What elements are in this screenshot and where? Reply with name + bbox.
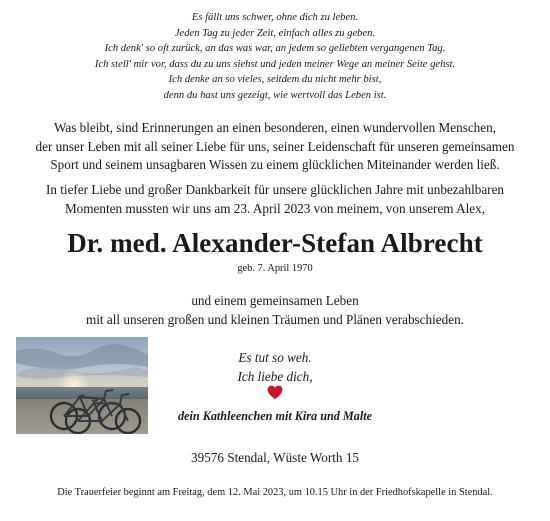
family-signature: dein Kathleenchen mit Kira und Malte	[177, 409, 372, 423]
announcement-line: Momenten mussten wir uns am 23. April 2023 von meinem, von unserem Alex,	[64, 200, 486, 216]
poem-line: Jeden Tag zu jeder Zeit, einfach alles zu geben.	[174, 27, 376, 39]
birth-date: geb. 7. April 1970	[237, 263, 313, 274]
bicycles-photo	[16, 337, 148, 434]
heart-icon	[150, 385, 400, 405]
announcement-paragraph	[0, 181, 550, 218]
poem-line: Ich denk' so oft zurück, an das was war, an jedem so geliebten vergangenen Tag.	[104, 43, 446, 55]
announcement-line: In tiefer Liebe und großer Dankbarkeit für unsere glücklichen Jahre mit unbezahlbaren	[45, 182, 505, 197]
signoff-text	[150, 349, 400, 386]
poem-line: Ich denke an so vieles, seitdem du nicht mehr bist,	[168, 74, 382, 86]
farewell-paragraph	[0, 292, 550, 329]
farewell-line: und einem gemeinsamen Leben	[191, 293, 359, 308]
poem	[0, 10, 550, 104]
poem-line: Ich stell' mir vor, dass du zu uns siehst und jeden meiner Wege an meiner Seite gehst.	[94, 58, 456, 70]
tribute-line: der unser Leben mit all seiner Liebe für uns, seiner Leidenschaft für unseren gemeinsamen	[35, 138, 515, 154]
signoff-line-2: Ich liebe dich,	[237, 368, 313, 384]
funeral-service-info: Die Trauerfeier beginnt am Freitag, dem 12. Mai 2023, um 10.15 Uhr in der Friedhofskapelle in Stendal.	[57, 487, 493, 498]
poem-line: Es fällt uns schwer, ohne dich zu leben.	[191, 12, 359, 23]
tribute-line: Sport und seinem unsagbaren Wissen zu einem glücklichen Miteinander werden ließ.	[50, 157, 500, 173]
signoff-line-1: Es tut so weh.	[238, 350, 312, 365]
tribute-paragraph	[0, 119, 550, 175]
farewell-line: mit all unseren großen und kleinen Träumen und Plänen verabschieden.	[86, 311, 464, 327]
deceased-name: Dr. med. Alexander-Stefan Albrecht	[67, 228, 483, 258]
poem-line: denn du hast uns gezeigt, wie wertvoll das Leben ist.	[163, 89, 387, 101]
tribute-line: Was bleibt, sind Erinnerungen an einen besonderen, einen wundervollen Menschen,	[53, 120, 497, 135]
family-address: 39576 Stendal, Wüste Worth 15	[190, 450, 360, 465]
